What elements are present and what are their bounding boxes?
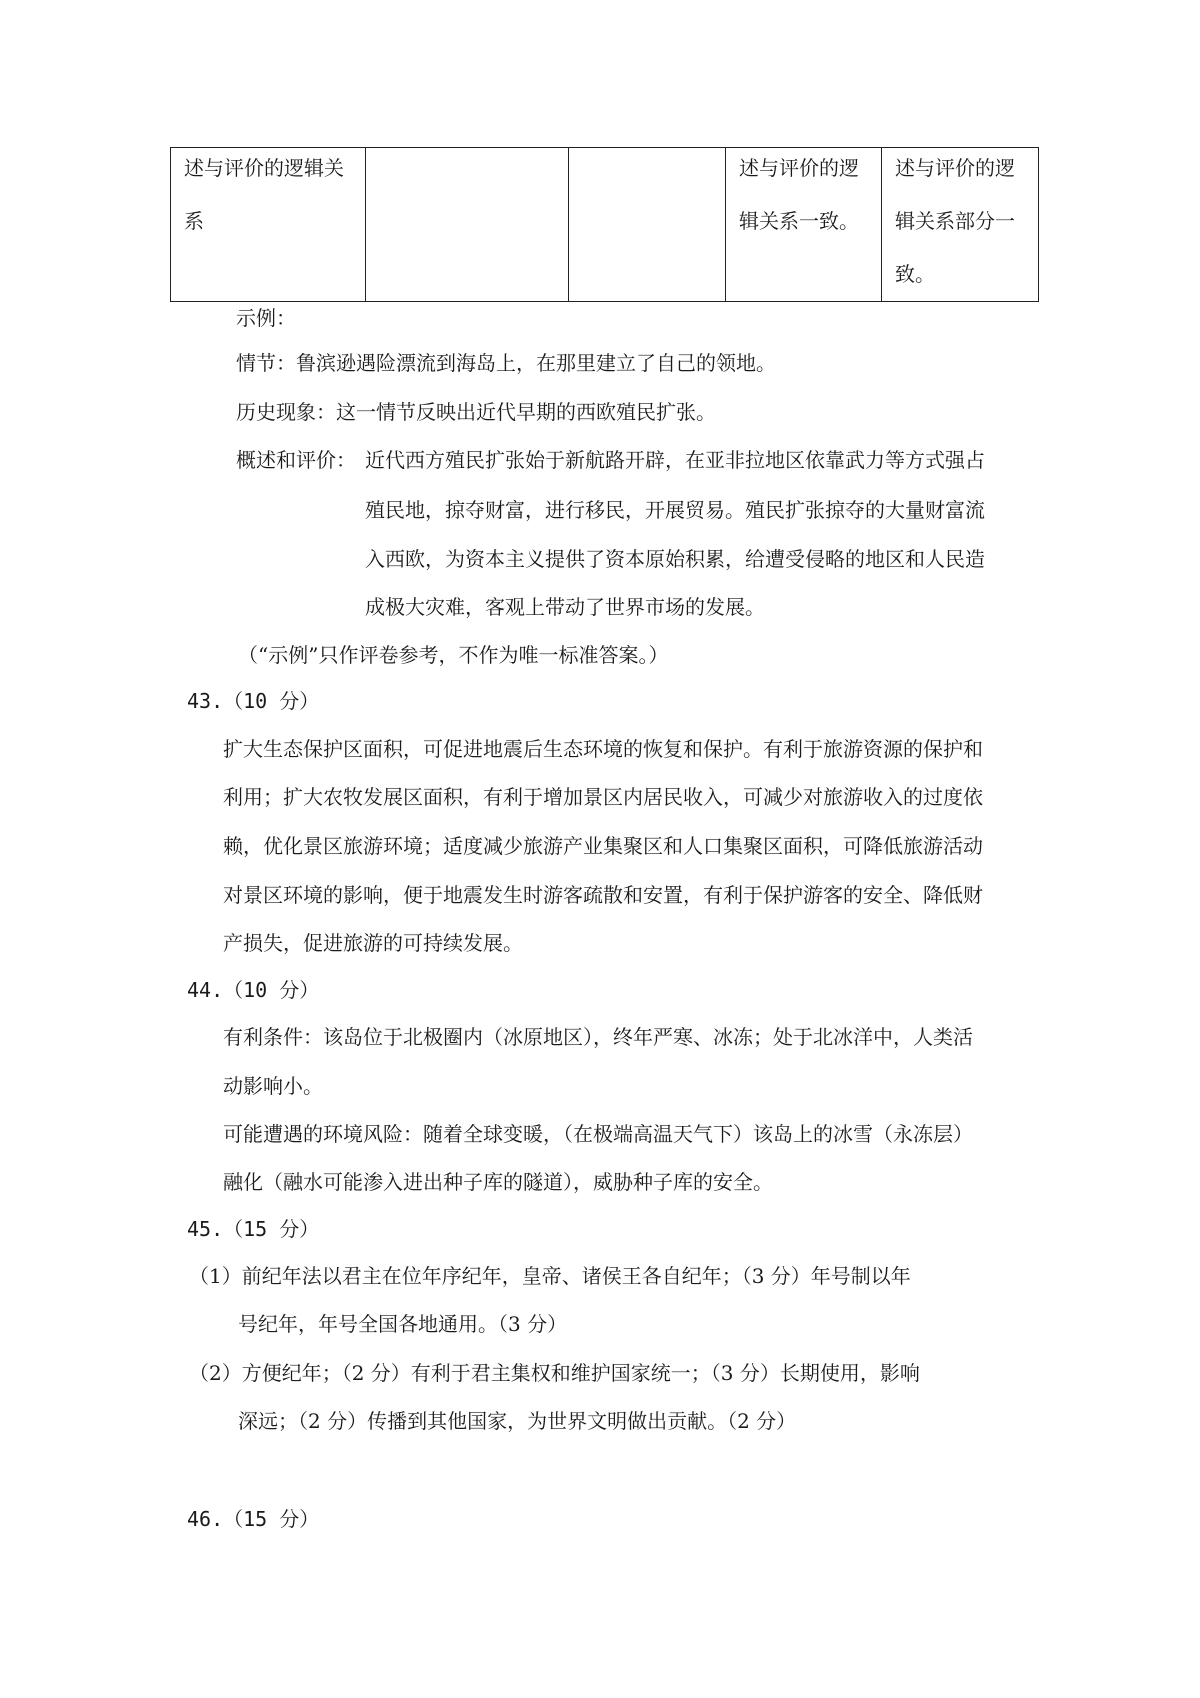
- example-summary-line: 殖民地，掠夺财富，进行移民，开展贸易。殖民扩张掠夺的大量财富流: [365, 498, 985, 522]
- question-number-45: 45.（15 分）: [187, 1217, 320, 1241]
- answer-line: 对景区环境的影响，便于地震发生时游客疏散和安置，有利于保护游客的安全、降低财: [223, 883, 983, 907]
- cell-line: 述与评价的逻辑关: [184, 156, 344, 180]
- cell-line: 辑关系一致。: [739, 209, 859, 233]
- example-label: 示例：: [236, 306, 296, 330]
- example-summary-line: 入西欧，为资本主义提供了资本原始积累，给遭受侵略的地区和人民造: [365, 547, 985, 571]
- question-number-44: 44.（10 分）: [187, 978, 320, 1002]
- example-note: （“示例”只作评卷参考，不作为唯一标准答案。）: [238, 643, 669, 667]
- cell-line: 辑关系部分一: [895, 209, 1015, 233]
- example-phenomenon: 历史现象：这一情节反映出近代早期的西欧殖民扩张。: [236, 400, 716, 424]
- example-summary-line: 近代西方殖民扩张始于新航路开辟，在亚非拉地区依靠武力等方式强占: [365, 448, 985, 472]
- cell-line: 述与评价的逻: [739, 156, 859, 180]
- answer-line: 有利条件：该岛位于北极圈内（冰原地区），终年严寒、冰冻；处于北冰洋中，人类活: [223, 1025, 973, 1049]
- example-summary-line: 成极大灾难，客观上带动了世界市场的发展。: [365, 595, 765, 619]
- table-cell-empty: [569, 148, 726, 302]
- answer-line: （2）方便纪年；（2 分）有利于君主集权和维护国家统一；（3 分）长期使用，影响: [189, 1361, 920, 1385]
- answer-line: 可能遭遇的环境风险：随着全球变暖，（在极端高温天气下）该岛上的冰雪（永冻层）: [223, 1122, 973, 1146]
- cell-line: 致。: [895, 262, 935, 286]
- answer-line: 赖，优化景区旅游环境；适度减少旅游产业集聚区和人口集聚区面积，可降低旅游活动: [223, 834, 983, 858]
- table-cell-level-partial: [882, 148, 1039, 302]
- question-number-43: 43.（10 分）: [187, 689, 320, 713]
- cell-line: 系: [184, 209, 204, 233]
- answer-line: 扩大生态保护区面积，可促进地震后生态环境的恢复和保护。有利于旅游资源的保护和: [223, 737, 983, 761]
- question-number-46: 46.（15 分）: [187, 1507, 320, 1531]
- answer-line: 动影响小。: [223, 1074, 323, 1098]
- table-cell-criterion: [171, 148, 366, 302]
- example-plot: 情节：鲁滨逊遇险漂流到海岛上，在那里建立了自己的领地。: [236, 351, 776, 375]
- evaluation-table: [170, 147, 1039, 302]
- table-cell-level-consistent: [726, 148, 882, 302]
- answer-line: 深远；（2 分）传播到其他国家，为世界文明做出贡献。（2 分）: [238, 1409, 797, 1433]
- answer-line: 产损失，促进旅游的可持续发展。: [223, 931, 523, 955]
- table-cell-empty: [366, 148, 569, 302]
- answer-line: （1）前纪年法以君主在位年序纪年，皇帝、诸侯王各自纪年；（3 分）年号制以年: [189, 1264, 911, 1288]
- answer-line: 号纪年，年号全国各地通用。（3 分）: [238, 1312, 568, 1336]
- cell-line: 述与评价的逻: [895, 156, 1015, 180]
- answer-line: 融化（融水可能渗入进出种子库的隧道），威胁种子库的安全。: [223, 1170, 773, 1194]
- table-row: [171, 148, 1039, 302]
- example-summary-label: 概述和评价：: [236, 448, 356, 472]
- answer-line: 利用；扩大农牧发展区面积，有利于增加景区内居民收入，可减少对旅游收入的过度依: [223, 785, 983, 809]
